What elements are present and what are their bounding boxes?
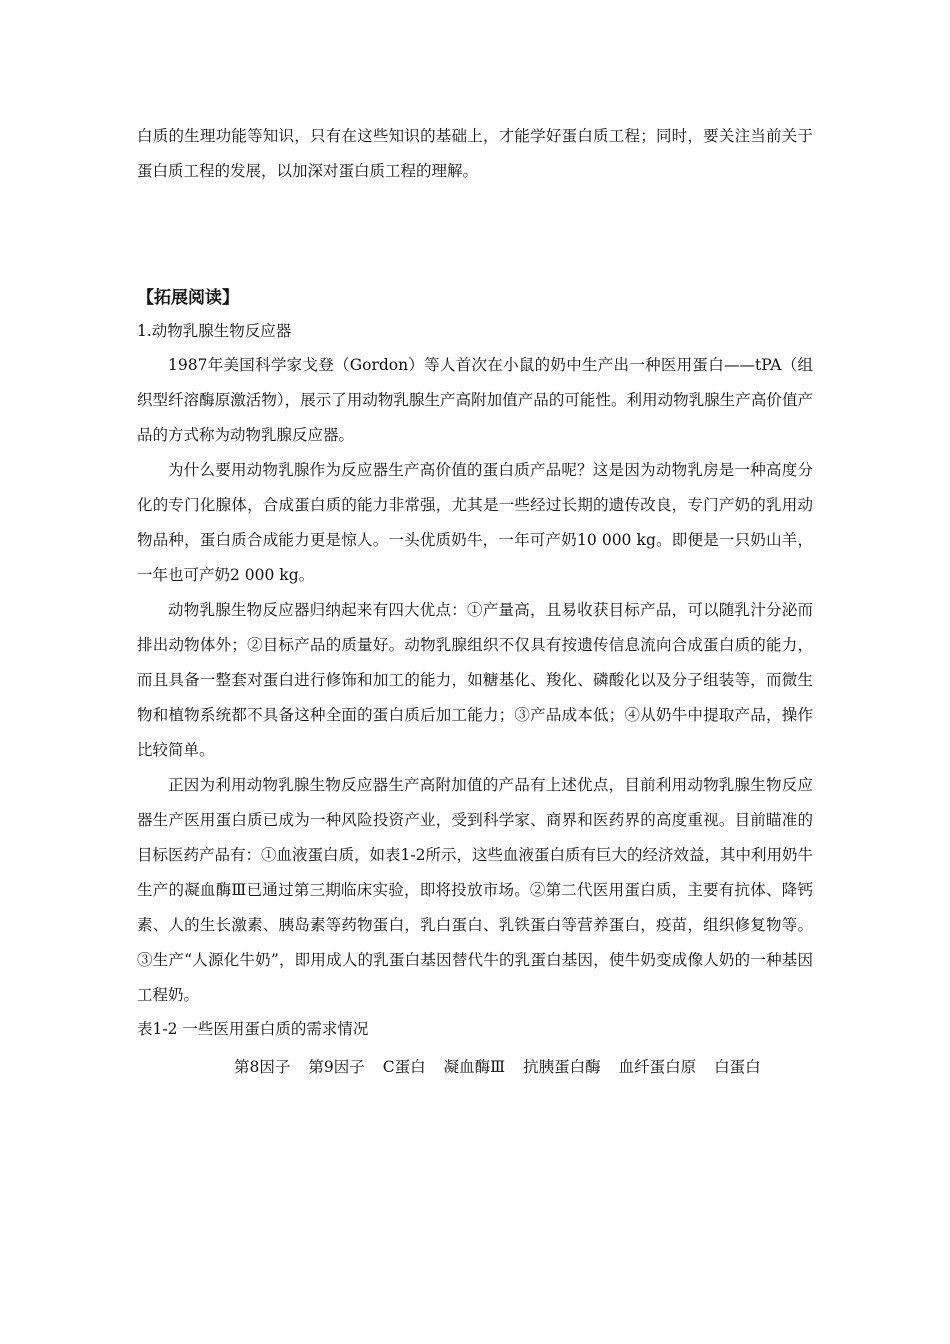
table-column-header: 血纤蛋白原 xyxy=(618,1058,697,1076)
section-title: 1.动物乳腺生物反应器 xyxy=(137,322,292,340)
intro-paragraph: 白质的生理功能等知识，只有在这些知识的基础上，才能学好蛋白质工程；同时，要关注当前关于蛋白质工程的发展，以加深对蛋白质工程的理解。 xyxy=(137,127,813,180)
reading-paragraph-2: 为什么要用动物乳腺作为反应器生产高价值的蛋白质产品呢？这是因为动物乳房是一种高度分化的专门化腺体，合成蛋白质的能力非常强，尤其是一些经过长期的遗传改良，专门产奶的乳用动物品种，蛋白质合成能力更是惊人。一头优质奶牛，一年可产奶10 000 kg。即便是一只奶山羊，一年也可产奶2 000 kg。 xyxy=(137,461,813,584)
table-column-header: 白蛋白 xyxy=(714,1058,761,1076)
table-header-row xyxy=(234,1051,813,1083)
table-column-header: 第9因子 xyxy=(308,1058,365,1076)
reading-paragraph-4: 正因为利用动物乳腺生物反应器生产高附加值的产品有上述优点，目前利用动物乳腺生物反应器生产医用蛋白质已成为一种风险投资产业，受到科学家、商界和医药界的高度重视。目前瞄准的目标医药产品有：①血液蛋白质，如表1-2所示，这些血液蛋白质有巨大的经济效益，其中利用奶牛生产的凝血酶Ⅲ已通过第三期临床实验，即将投放市场。②第二代医用蛋白质，主要有抗体、降钙素、人的生长激素、胰岛素等药物蛋白，乳白蛋白、乳铁蛋白等营养蛋白，疫苗，组织修复物等。③生产“人源化牛奶”，即用成人的乳蛋白基因替代牛的乳蛋白基因，使牛奶变成像人奶的一种基因工程奶。 xyxy=(137,776,813,1004)
table-column-header: 抗胰蛋白酶 xyxy=(523,1058,601,1076)
extended-reading-heading: 【拓展阅读】 xyxy=(137,288,239,308)
table-caption: 表1-2 一些医用蛋白质的需求情况 xyxy=(137,1020,369,1038)
table-column-header: 第8因子 xyxy=(234,1058,291,1076)
table-column-header: C蛋白 xyxy=(382,1058,426,1076)
reading-paragraph-1: 1987年美国科学家戈登（Gordon）等人首次在小鼠的奶中生产出一种医用蛋白——tPA（组织型纤溶酶原激活物），展示了用动物乳腺生产高附加值产品的可能性。利用动物乳腺生产高价值产品的方式称为动物乳腺反应器。 xyxy=(137,356,813,444)
section-spacer xyxy=(137,189,813,281)
reading-paragraph-3: 动物乳腺生物反应器归纳起来有四大优点：①产量高，且易收获目标产品，可以随乳汁分泌而排出动物体外；②目标产品的质量好。动物乳腺组织不仅具有按遗传信息流向合成蛋白质的能力，而且具备一整套对蛋白进行修饰和加工的能力，如糖基化、羧化、磷酸化以及分子组装等，而微生物和植物系统都不具备这种全面的蛋白质后加工能力；③产品成本低；④从奶牛中提取产品，操作比较简单。 xyxy=(137,601,813,759)
document-body xyxy=(137,119,813,1083)
table-column-header: 凝血酶Ⅲ xyxy=(443,1058,506,1076)
